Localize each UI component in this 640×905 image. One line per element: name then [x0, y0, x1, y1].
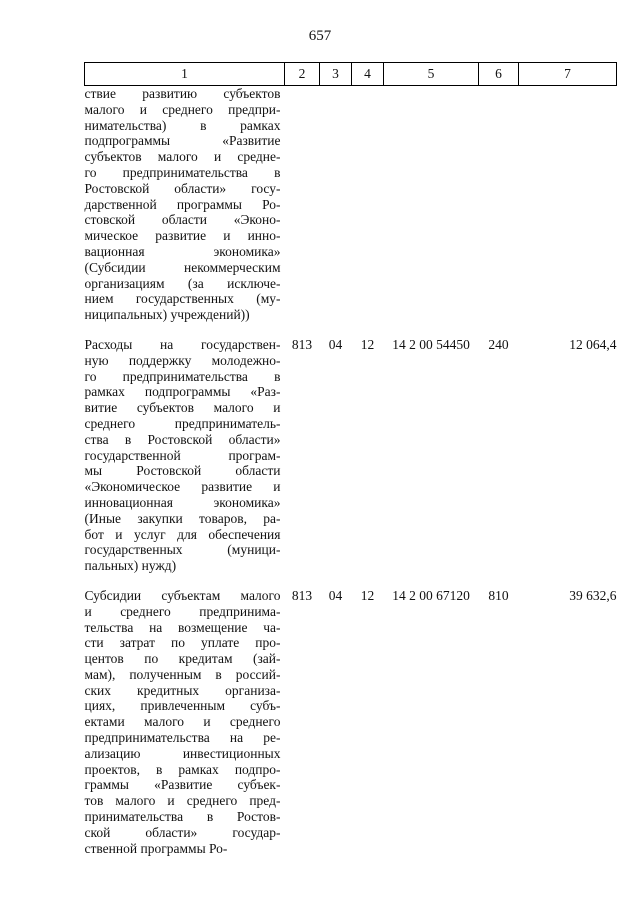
description-line: ализацию инвестиционных: [84, 745, 281, 761]
expense-description: [85, 337, 285, 574]
description-line: субъектов малого и средне-: [84, 149, 281, 165]
description-line: мическое развитие и инно-: [84, 228, 281, 244]
description-line: витие субъектов малого и: [84, 400, 281, 416]
spacer-cell: [85, 323, 617, 337]
description-line: мам), полученным в россий-: [84, 666, 281, 682]
description-line: стовской области «Эконо-: [84, 212, 281, 228]
column-header-7: 7: [519, 63, 617, 86]
target-article-code: 14 2 00 54450: [392, 336, 470, 352]
description-line: организациям (за исключе-: [84, 275, 281, 291]
description-line: центов по кредитам (зай-: [84, 651, 281, 667]
ministry-code: 813: [291, 587, 313, 603]
description-line: мы Ростовской области: [84, 463, 281, 479]
description-line: тов малого и среднего пред-: [84, 793, 281, 809]
description-line: проектов, в рамках подпро-: [84, 761, 281, 777]
description-line: рамках подпрограммы «Раз-: [84, 384, 281, 400]
expense-type-code: 240: [488, 336, 509, 352]
description-line: ства в Ростовской области»: [84, 431, 281, 447]
description-line: «Экономическое развитие и: [84, 479, 281, 495]
target-article-code: [384, 86, 479, 323]
description-line: сти затрат по уплате про-: [84, 635, 281, 651]
spacer-cell: [85, 574, 617, 588]
description-line: пальных) нужд): [84, 558, 177, 574]
ministry-code: 813: [291, 336, 313, 352]
section-code: 04: [328, 336, 343, 352]
description-line: государственной програм-: [84, 447, 281, 463]
description-line: циях, привлеченным субъ-: [84, 698, 281, 714]
expense-type-code: [479, 86, 519, 323]
description-line: нием государственных (му-: [84, 291, 281, 307]
expense-type-code: 810: [488, 587, 509, 603]
table-row: [85, 337, 617, 574]
description-line: предпринимательства на ре-: [84, 730, 281, 746]
ministry-code: [285, 86, 320, 323]
description-line: граммы «Развитие субъек-: [84, 777, 281, 793]
table-row: [85, 86, 617, 323]
description-line: нимательства) в рамках: [84, 117, 281, 133]
description-line: ную поддержку молодежно-: [84, 352, 281, 368]
page-number: 657: [308, 28, 332, 44]
column-header-1: 1: [85, 63, 285, 86]
expense-description: [85, 86, 285, 323]
description-line: тельства на возмещение ча-: [84, 619, 281, 635]
description-line: дарственной программы Ро-: [84, 196, 281, 212]
amount-value: 12 064,4: [569, 336, 617, 352]
description-line: (Субсидии некоммерческим: [84, 259, 281, 275]
row-spacer: [85, 323, 617, 337]
description-line: инновационная экономика»: [84, 494, 281, 510]
row-spacer: [85, 574, 617, 588]
header-row: [85, 63, 617, 86]
description-line: бот и услуг для обеспечения: [84, 526, 281, 542]
description-line: государственных (муници-: [84, 542, 281, 558]
column-header-2: 2: [285, 63, 320, 86]
budget-table: [84, 62, 617, 856]
description-line: ектами малого и среднего: [84, 714, 281, 730]
description-line: ских кредитных организа-: [84, 682, 281, 698]
description-line: го предпринимательства в: [84, 164, 281, 180]
description-line: малого и среднего предпри-: [84, 101, 281, 117]
description-line: ствие развитию субъектов: [84, 86, 281, 101]
amount-value: 39 632,6: [569, 587, 617, 603]
description-line: среднего предприниматель-: [84, 415, 281, 431]
table-row: [85, 588, 617, 857]
description-line: Ростовской области» госу-: [84, 180, 281, 196]
description-line: ской области» государ-: [84, 824, 281, 840]
subsection-code: 12: [360, 336, 375, 352]
description-line: Расходы на государствен-: [84, 336, 281, 352]
description-line: принимательства в Ростов-: [84, 809, 281, 825]
column-header-3: 3: [320, 63, 352, 86]
description-line: ниципальных) учреждений)): [84, 307, 250, 323]
description-line: и среднего предпринима-: [84, 603, 281, 619]
subsection-code: [352, 86, 384, 323]
description-line: Субсидии субъектам малого: [84, 587, 281, 603]
description-line: вационная экономика»: [84, 243, 281, 259]
amount-value: [519, 86, 617, 323]
column-header-6: 6: [479, 63, 519, 86]
column-header-5: 5: [384, 63, 479, 86]
description-line: го предпринимательства в: [84, 368, 281, 384]
subsection-code: 12: [360, 587, 375, 603]
description-line: (Иные закупки товаров, ра-: [84, 510, 281, 526]
target-article-code: 14 2 00 67120: [392, 587, 470, 603]
section-code: 04: [328, 587, 343, 603]
description-line: подпрограммы «Развитие: [84, 133, 281, 149]
column-header-4: 4: [352, 63, 384, 86]
section-code: [320, 86, 352, 323]
description-line: ственной программы Ро-: [84, 840, 228, 856]
expense-description: [85, 588, 285, 857]
